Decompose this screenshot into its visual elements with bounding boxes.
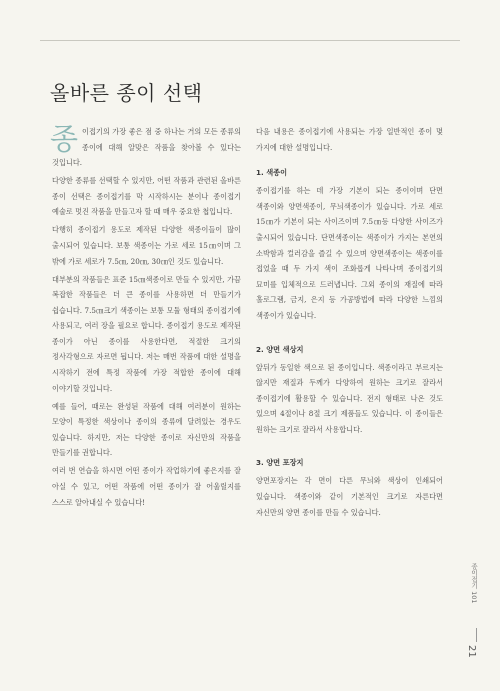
section-heading-colored-paper: 1. 색종이	[256, 168, 288, 178]
body-paragraph: 다행히 종이접기 용도로 제작된 다양한 색종이들이 많이 출시되어 있습니다. 보통 색종이는 가로 세로 15㎝이며 그 밖에 가로 세로가 7.5㎝, 20㎝, 30㎝인 것도 있습니다.	[52, 225, 241, 266]
left-column	[52, 124, 241, 513]
body-paragraph: 다양한 종류를 선택할 수 있지만, 어떤 작품과 관련된 올바른 종이 선택은 종이접기를 막 시작하시는 분이나 종이접기 예술로 멋진 작품을 만들고자 할 때 매우 중요한 첩입니다.	[52, 176, 241, 217]
top-divider	[40, 40, 460, 41]
section-body-colored-paper: 종이접기를 하는 데 가장 기본이 되는 종이이며 단면 색종이와 양면색종이, 무늬색종이가 있습니다. 가로 세로 15㎝가 기본이 되는 사이즈이며 7.5㎝등 다양한 사이즈가 출시되어 있습니다. 단면색종이는 색종이가 가지는 본연의 소박함과 컬러감을 즐길 수 있으며 양면색종이는 색종이를 접었을 때 두 가지 색이 조화롭게 나타나며 종이접기의 묘미를 입체적으로 드러냅니다. 그외 종이의 재질에 따라 홀로그램, 금지, 은지 등 가공방법에 따라 다양한 느낌의 색종이가 있습니다.	[256, 186, 443, 320]
section-heading-two-sided-paper: 2. 양면 색상지	[256, 344, 304, 354]
right-intro-paragraph: 다음 내용은 종이접기에 사용되는 가장 일반적인 종이 몇 가지에 대한 설명입니다.	[256, 127, 443, 152]
right-column	[256, 124, 443, 523]
intro-paragraph	[52, 124, 241, 171]
drop-cap: 종	[50, 122, 79, 156]
section-body-wrapping-paper: 양면포장지는 각 면이 다른 무늬와 색상이 인쇄되어 있습니다. 색종이와 같이 기본적인 크기로 자른다면 자신만의 양면 종이를 만들 수 있습니다.	[256, 476, 443, 517]
page-number-divider	[476, 628, 477, 642]
page-number: 21	[466, 645, 477, 658]
page-title: 올바른 종이 선택	[50, 81, 203, 106]
body-paragraph: 여러 번 연습을 하시면 어떤 종이가 작업하기에 좋은지를 잘 아실 수 있고, 어떤 작품에 어떤 종이가 잘 어울릴지를 스스로 알아내실 수 있습니다!	[52, 466, 241, 507]
body-paragraph: 대부분의 작품들은 표준 15㎝색종이로 만들 수 있지만, 가끔 복잡한 작품들은 더 큰 종이를 사용하면 더 만들기가 쉽습니다. 7.5㎝크기 색종이는 보통 모듈 형태의 종이접기에 사용되고, 여러 장을 필요로 합니다. 종이접기 용도로 제작된 종이가 아닌 종이를 사용한다면, 적절한 크기의 정사각형으로 자르면 됩니다. 저는 매번 작품에 대한 설명을 시작하기 전에 특정 작품에 가장 적합한 종이에 대해 이야기할 것입니다.	[52, 274, 241, 393]
running-header: 종이접기 101	[470, 563, 478, 604]
paragraph-text: 이접기의 가장 좋은 점 중 하나는 거의 모든 종류의 종이에 대해 알맞은 작품을 찾아볼 수 있다는 것입니다.	[52, 127, 241, 168]
section-body-two-sided-paper: 앞뒤가 동일한 색으로 된 종이입니다. 색종이라고 부르지는 않지만 재질과 두께가 다양하여 원하는 크기로 잘라서 종이접기에 활용할 수 있습니다. 전지 형태로 나온 것도 있으며 4절이나 8절 크기 제품들도 있습니다. 이 종이들은 원하는 크기로 잘라서 사용합니다.	[256, 362, 443, 434]
section-heading-wrapping-paper: 3. 양면 포장지	[256, 458, 304, 468]
body-paragraph: 예를 들어, 때로는 완성된 작품에 대해 여러분이 원하는 모양이 특정한 색상이나 종이의 종류에 달려있는 경우도 있습니다. 하지만, 저는 다양한 종이로 자신만의 작품을 만들기를 권합니다.	[52, 401, 241, 458]
